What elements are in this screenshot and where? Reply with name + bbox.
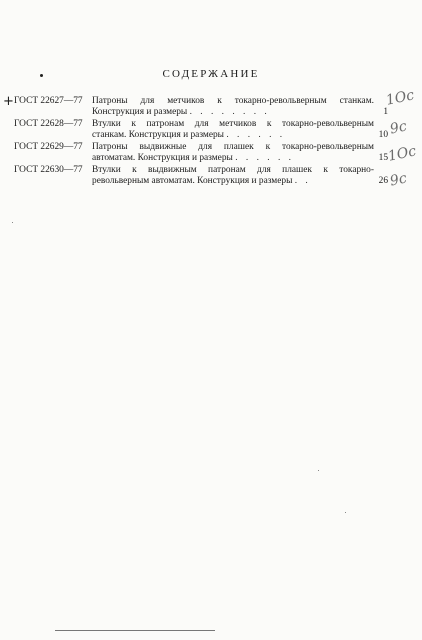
toc-page-number: 1 [383,106,388,117]
toc-page-number: 10 [378,129,388,140]
toc-code: ГОСТ 22628—77 [14,119,83,129]
handwritten-annotation: 1Ос [386,143,418,165]
toc-description-line2 [92,176,374,187]
toc-description-line1: Патроны для метчиков к токарно-револьверным станкам. [92,96,374,106]
toc-description-line2 [92,107,374,118]
toc-leader-dots: . . . . . . . . [189,106,270,117]
toc-leader-dots: . . [294,175,311,186]
scan-edge-line [55,630,215,631]
handwritten-annotation: 1Ос [384,87,416,109]
toc-description [92,96,374,117]
toc-description-line2-text: станкам. Конструкция и размеры [92,129,224,140]
toc-page-number: 15 [378,152,388,163]
toc-leader-dots: . . . . . . [235,152,294,163]
scan-speck [12,222,13,223]
toc-code: ГОСТ 22627—77 [14,96,83,106]
handwritten-annotation: 9с [388,118,409,138]
scan-speck [345,512,346,513]
toc-description-line1: Втулки к выдвижным патронам для плашек к токарно- [92,165,374,175]
toc-code: ГОСТ 22629—77 [14,142,83,152]
page-title: СОДЕРЖАНИЕ [162,68,260,80]
toc-description-line1: Патроны выдвижные для плашек к токарно-револьверным [92,142,374,152]
toc-description [92,165,374,186]
toc-description [92,142,374,163]
toc-description-line1: Втулки к патронам для метчиков к токарно-револьверным [92,119,374,129]
toc-description-line2-text: револьверным автоматам. Конструкция и размеры [92,175,293,186]
toc-description [92,119,374,140]
plus-mark-icon: + [3,94,14,109]
toc-page-number: 26 [378,175,388,186]
toc-description-line2-text: автоматам. Конструкция и размеры [92,152,233,163]
toc-description-line2-text: Конструкция и размеры [92,106,188,117]
toc-description-line2 [92,153,374,164]
toc-description-line2 [92,130,374,141]
handwritten-annotation: 9с [388,170,409,190]
toc-code: ГОСТ 22630—77 [14,165,83,175]
scan-speck [318,470,319,471]
toc-leader-dots: . . . . . . [226,129,286,140]
